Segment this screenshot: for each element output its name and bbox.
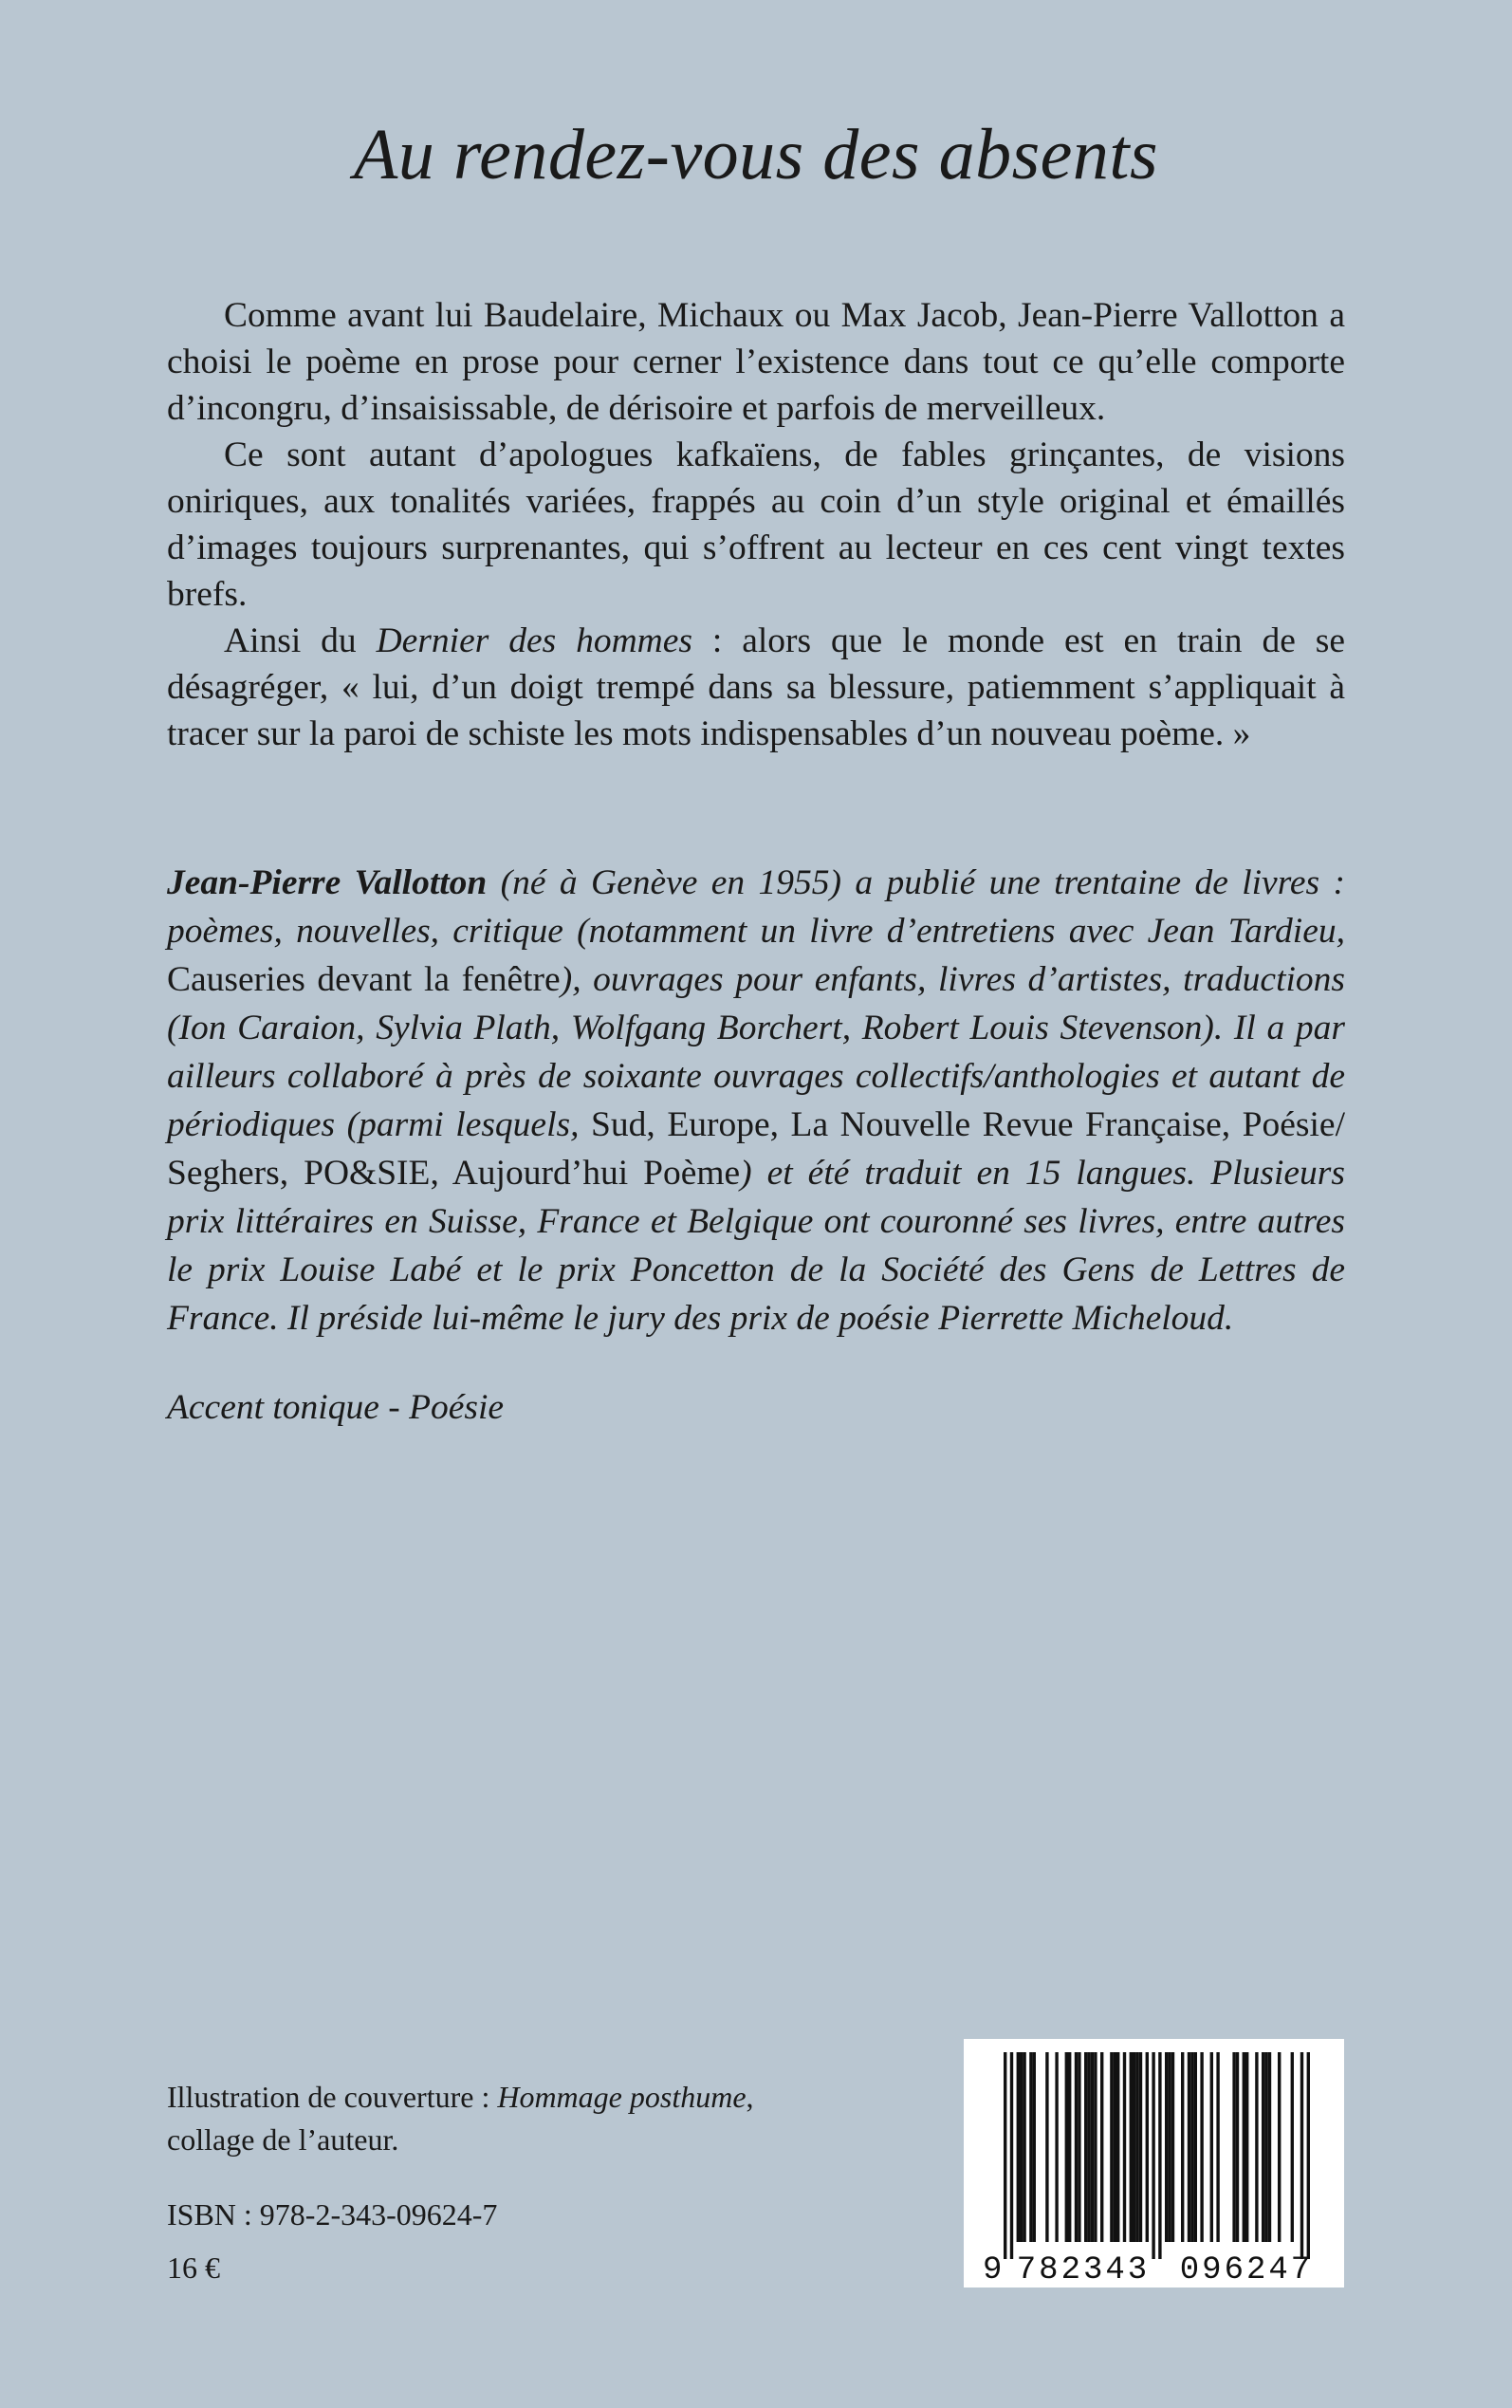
barcode-bar bbox=[1300, 2052, 1303, 2259]
barcode-bar bbox=[1188, 2052, 1190, 2242]
credit-punct: , bbox=[746, 2080, 754, 2114]
barcode-bar bbox=[1245, 2052, 1248, 2242]
book-title-ref: Causeries devant la fenêtre bbox=[167, 960, 561, 999]
isbn: ISBN : 978-2-343-09624-7 bbox=[167, 2197, 498, 2232]
barcode-bar bbox=[1017, 2052, 1020, 2242]
barcode-bar bbox=[1168, 2052, 1171, 2242]
barcode-bar bbox=[1004, 2052, 1006, 2259]
barcode-bar bbox=[1087, 2052, 1090, 2242]
barcode-bar bbox=[1078, 2052, 1080, 2242]
bio-text: (né à Genève en 1955) a publié une trentaine de livres : poèmes, nouvelles, critique (notamment un livre d’entretiens avec Jean Tardieu, bbox=[167, 863, 1345, 951]
barcode-bar bbox=[1114, 2052, 1116, 2242]
barcode-bar bbox=[1033, 2052, 1036, 2242]
barcode-bar bbox=[1139, 2052, 1142, 2242]
barcode-left-digits: 782343 bbox=[1016, 2252, 1151, 2288]
barcode-bar bbox=[1181, 2052, 1184, 2242]
back-cover-blurb bbox=[167, 292, 1345, 757]
barcode-bar bbox=[1091, 2052, 1094, 2242]
barcode-bar bbox=[1171, 2052, 1174, 2242]
barcode-bar bbox=[1278, 2052, 1281, 2242]
barcode-bar bbox=[1236, 2052, 1239, 2242]
bio-text: ) et été traduit en 15 langues. Plusieurs prix littéraires en Suisse, France et Belgique ont couronné ses livres, entre autres le prix Louise Labé et le prix Poncetton de la Société des Gens de Lettres de France. Il préside lui-même le jury des prix de poésie Pierrette Micheloud. bbox=[167, 1154, 1345, 1338]
bio-text: ), ouvrages pour enfants, livres d’artistes, traductions (Ion Caraion, Sylvia Plath, Wolfgang Borchert, Robert Louis Stevenson). Il a par ailleurs collaboré à près de soixante ouvrages collectifs/anthologies et autant de périodiques (parmi lesquels, bbox=[167, 960, 1346, 1144]
barcode-bar bbox=[1055, 2052, 1058, 2242]
barcode-bar bbox=[1255, 2052, 1258, 2242]
barcode-bar bbox=[1165, 2052, 1168, 2242]
blurb-text: : alors que le monde est en train de se désagréger, « lui, d’un doigt trempé dans sa blessure, patiemment s’appliquait à tracer sur la paroi de schiste les mots indispensables d’un nouveau poème. » bbox=[167, 621, 1345, 753]
barcode-bar bbox=[1210, 2052, 1213, 2242]
barcode-first-digit: 9 bbox=[983, 2252, 1003, 2288]
barcode-bar bbox=[1262, 2052, 1264, 2242]
barcode-bar bbox=[1029, 2052, 1032, 2242]
barcode-bar bbox=[1045, 2052, 1048, 2242]
barcode-bar bbox=[1133, 2052, 1135, 2242]
barcode-bar bbox=[1216, 2052, 1219, 2242]
barcode-bar bbox=[1084, 2052, 1087, 2242]
barcode-bar bbox=[1243, 2052, 1245, 2242]
blurb-paragraph: Ce sont autant d’apologues kafkaïens, de fables grinçantes, de visions oniriques, aux tonalités variées, frappés au coin d’un style original et émaillés d’images toujours surprenantes, qui s’offrent au lecteur en ces cent vingt textes brefs. bbox=[167, 435, 1345, 614]
barcode-box bbox=[964, 2039, 1344, 2288]
barcode-bar bbox=[1075, 2052, 1078, 2242]
barcode-bar bbox=[1146, 2052, 1149, 2242]
journal-list: Sud, Europe, La Nouvelle Revue Française, Poésie/ Seghers, PO&SIE, Aujourd’hui Poème bbox=[167, 1105, 1345, 1193]
barcode-bar bbox=[1190, 2052, 1193, 2242]
barcode-bar bbox=[1123, 2052, 1126, 2242]
barcode-bar bbox=[1130, 2052, 1133, 2242]
barcode-bar bbox=[1065, 2052, 1068, 2242]
barcode-bar bbox=[1152, 2052, 1154, 2259]
barcode-bar bbox=[1268, 2052, 1271, 2242]
barcode-bar bbox=[1158, 2052, 1161, 2259]
book-title: Au rendez-vous des absents bbox=[353, 115, 1159, 194]
cover-credit bbox=[167, 2076, 831, 2161]
barcode-bar bbox=[1110, 2052, 1113, 2242]
barcode-bar bbox=[1291, 2052, 1294, 2242]
barcode-bar bbox=[1200, 2052, 1203, 2242]
barcode-bar bbox=[1307, 2052, 1310, 2259]
cover-work-title: Hommage posthume bbox=[497, 2080, 747, 2114]
barcode-bar bbox=[1264, 2052, 1267, 2242]
blurb-paragraph bbox=[167, 618, 1345, 757]
credit-line2: collage de l’auteur. bbox=[167, 2122, 399, 2157]
barcode bbox=[964, 2039, 1344, 2288]
barcode-bar bbox=[1020, 2052, 1023, 2242]
barcode-bar bbox=[1068, 2052, 1071, 2242]
blurb-paragraph: Comme avant lui Baudelaire, Michaux ou Max Jacob, Jean-Pierre Vallotton a choisi le poème en prose pour cerner l’existence dans tout ce qu’elle comporte d’incongru, d’insaisissable, de dérisoire et parfois de merveilleux. bbox=[167, 296, 1345, 428]
barcode-bar bbox=[1135, 2052, 1138, 2242]
barcode-bar bbox=[1194, 2052, 1197, 2242]
price: 16 € bbox=[167, 2251, 220, 2285]
collection-name: Accent tonique - Poésie bbox=[167, 1388, 505, 1427]
barcode-bars bbox=[1004, 2052, 1310, 2259]
barcode-bar bbox=[1094, 2052, 1097, 2242]
blurb-text: Ainsi du bbox=[224, 621, 377, 660]
barcode-bar bbox=[1232, 2052, 1235, 2242]
barcode-right-digits: 096247 bbox=[1179, 2252, 1314, 2288]
poem-title: Dernier des hommes bbox=[376, 621, 692, 660]
barcode-bar bbox=[1010, 2052, 1013, 2259]
author-name: Jean-Pierre Vallotton bbox=[167, 863, 488, 902]
barcode-bar bbox=[1023, 2052, 1025, 2242]
barcode-bar bbox=[1116, 2052, 1119, 2242]
credit-label: Illustration de couverture : bbox=[167, 2080, 498, 2114]
author-biography bbox=[167, 859, 1345, 1343]
barcode-bar bbox=[1100, 2052, 1103, 2242]
